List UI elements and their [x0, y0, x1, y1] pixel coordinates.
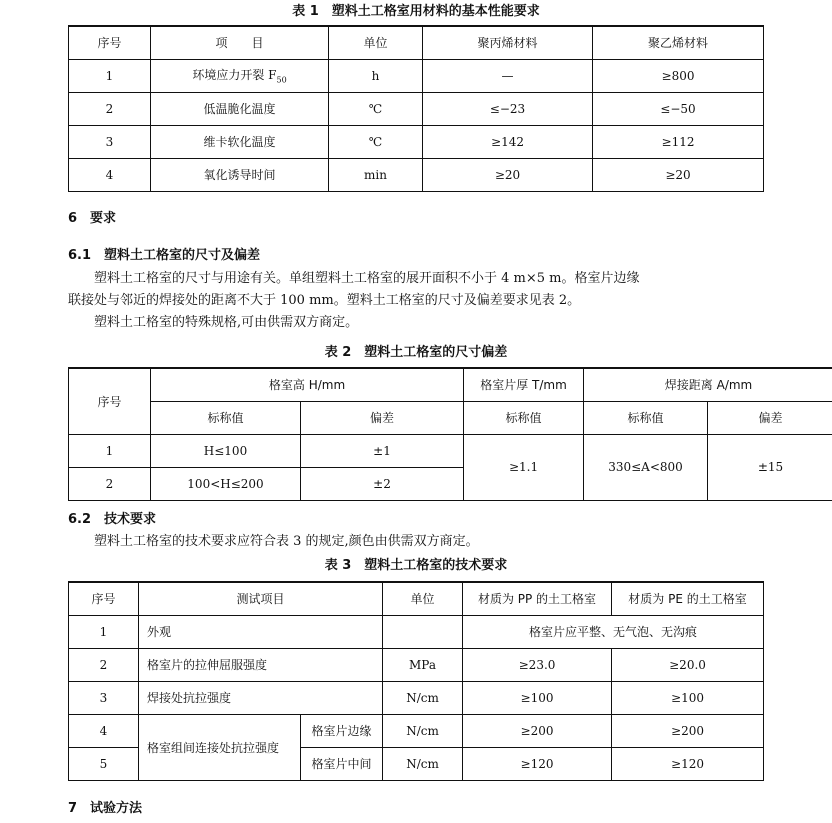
table2-header-nominal: 标称值: [464, 401, 584, 434]
table1-cell-no: 1: [69, 59, 151, 92]
paragraph-text: 联接处与邻近的焊接处的距离不大于 100 mm。塑料土工格室的尺寸及偏差要求见表 2。: [68, 293, 581, 308]
table1-cell-item: [151, 59, 329, 92]
table1-cell-unit: h: [329, 59, 423, 92]
paragraph-text: 塑料土工格室的技术要求应符合表 3 的规定,颜色由供需双方商定。: [94, 534, 479, 549]
table1-header-no: 序号: [69, 26, 151, 59]
table-row: [69, 125, 764, 158]
table-row: [69, 681, 764, 714]
table1-header-pp: 聚丙烯材料: [423, 26, 593, 59]
table2-caption: 表 2 塑料土工格室的尺寸偏差: [324, 345, 508, 360]
table3-caption: 表 3 塑料土工格室的技术要求: [324, 558, 508, 573]
table2-header-nominal: 标称值: [151, 401, 301, 434]
table3-cell-pp: ≥23.0: [463, 648, 612, 681]
table1-cell-no: 4: [69, 158, 151, 191]
table2: [68, 367, 832, 501]
table1-cell-unit: min: [329, 158, 423, 191]
section-6-2-paragraph: [68, 531, 768, 553]
table1-header-pe: 聚乙烯材料: [593, 26, 764, 59]
table2-header-deviation: 偏差: [301, 401, 464, 434]
table-row: [69, 158, 764, 191]
table2-cell-weld: 330≤A<800: [584, 434, 708, 500]
table3-cell-subitem: 格室片中间: [301, 747, 383, 780]
table1-cell-pe: ≥800: [593, 59, 764, 92]
table-row: [69, 714, 764, 747]
table1-cell-pe: ≥20: [593, 158, 764, 191]
table-row: [69, 615, 764, 648]
table1-cell-no: 3: [69, 125, 151, 158]
table3-header-pp: 材质为 PP 的土工格室: [463, 582, 612, 615]
paragraph-text: 塑料土工格室的特殊规格,可由供需双方商定。: [94, 315, 359, 330]
table1-cell-pp: ≥142: [423, 125, 593, 158]
table3-cell-unit: MPa: [383, 648, 463, 681]
table2-header-deviation: 偏差: [708, 401, 832, 434]
table1: [68, 25, 764, 192]
table3-cell-subitem: 格室片边缘: [301, 714, 383, 747]
section-6-1-heading: 6.1 塑料土工格室的尺寸及偏差: [68, 248, 261, 263]
table2-header-row: [69, 368, 832, 401]
paragraph-line: [68, 268, 768, 290]
table1-cell-item-subscript: 50: [276, 75, 287, 85]
table3-header-row: [69, 582, 764, 615]
table1-cell-no: 2: [69, 92, 151, 125]
table3-cell-pp: ≥100: [463, 681, 612, 714]
table1-cell-pe: ≤−50: [593, 92, 764, 125]
table1-cell-pp: ≥20: [423, 158, 593, 191]
paragraph-text: 塑料土工格室的尺寸与用途有关。单组塑料土工格室的展开面积不小于 4 m×5 m。格室片边缘: [94, 271, 640, 286]
table3-cell-no: 4: [69, 714, 139, 747]
table3-cell-no: 5: [69, 747, 139, 780]
table3-cell-pp: ≥120: [463, 747, 612, 780]
table1-header-item: 项 目: [151, 26, 329, 59]
table3-cell-item: 格室片的拉伸屈服强度: [139, 648, 383, 681]
table1-cell-item: 维卡软化温度: [151, 125, 329, 158]
table3-cell-pe: ≥200: [612, 714, 764, 747]
table1-cell-pe: ≥112: [593, 125, 764, 158]
table2-header-no: 序号: [69, 368, 151, 434]
paragraph-line: [68, 531, 768, 553]
table1-header-unit: 单位: [329, 26, 423, 59]
table-row: [69, 648, 764, 681]
table3-cell-unit: N/cm: [383, 681, 463, 714]
table-row: [69, 434, 832, 467]
table-row: [69, 59, 764, 92]
table3-cell-pe: ≥120: [612, 747, 764, 780]
table3-cell-no: 3: [69, 681, 139, 714]
table-row: [69, 92, 764, 125]
table3-header-item: 测试项目: [139, 582, 383, 615]
paragraph-line: [68, 312, 768, 334]
table3: [68, 581, 764, 781]
table3-header-no: 序号: [69, 582, 139, 615]
table2-cell-no: 2: [69, 467, 151, 500]
table2-header-nominal: 标称值: [584, 401, 708, 434]
section-6-heading: 6 要求: [68, 211, 117, 226]
table3-header-unit: 单位: [383, 582, 463, 615]
table2-header-weld: 焊接距离 A/mm: [584, 368, 832, 401]
section-6-1-paragraph-1: [68, 268, 768, 334]
table2-cell-height: H≤100: [151, 434, 301, 467]
table2-header-height: 格室高 H/mm: [151, 368, 464, 401]
table3-cell-unit: N/cm: [383, 747, 463, 780]
table1-cell-unit: ℃: [329, 92, 423, 125]
table1-cell-pp: ≤−23: [423, 92, 593, 125]
table2-cell-thickness: ≥1.1: [464, 434, 584, 500]
table3-cell-pp: ≥200: [463, 714, 612, 747]
table3-cell-group-item: 格室组间连接处抗拉强度: [139, 714, 301, 780]
table2-cell-no: 1: [69, 434, 151, 467]
table2-cell-height: 100<H≤200: [151, 467, 301, 500]
table1-header-row: [69, 26, 764, 59]
table2-cell-weld-deviation: ±15: [708, 434, 832, 500]
table2-header-thickness: 格室片厚 T/mm: [464, 368, 584, 401]
table1-caption: 表 1 塑料土工格室用材料的基本性能要求: [292, 4, 540, 19]
table3-cell-no: 1: [69, 615, 139, 648]
table3-cell-pe: ≥20.0: [612, 648, 764, 681]
table3-cell-appearance-value: 格室片应平整、无气泡、无沟痕: [463, 615, 764, 648]
table3-cell-unit: N/cm: [383, 714, 463, 747]
table1-cell-unit: ℃: [329, 125, 423, 158]
table3-cell-no: 2: [69, 648, 139, 681]
section-6-2-heading: 6.2 技术要求: [68, 512, 157, 527]
table1-cell-item: 低温脆化温度: [151, 92, 329, 125]
section-7-heading: 7 试验方法: [68, 801, 143, 816]
table3-cell-item: 外观: [139, 615, 383, 648]
table3-header-pe: 材质为 PE 的土工格室: [612, 582, 764, 615]
table2-subheader-row: [69, 401, 832, 434]
table1-cell-item: 氧化诱导时间: [151, 158, 329, 191]
table1-cell-item-text: 环境应力开裂 F: [192, 68, 277, 83]
table3-cell-unit: [383, 615, 463, 648]
paragraph-line: [68, 290, 768, 312]
table2-cell-deviation: ±2: [301, 467, 464, 500]
table3-cell-item: 焊接处抗拉强度: [139, 681, 383, 714]
table1-cell-pp: —: [423, 59, 593, 92]
table2-cell-deviation: ±1: [301, 434, 464, 467]
table3-cell-pe: ≥100: [612, 681, 764, 714]
